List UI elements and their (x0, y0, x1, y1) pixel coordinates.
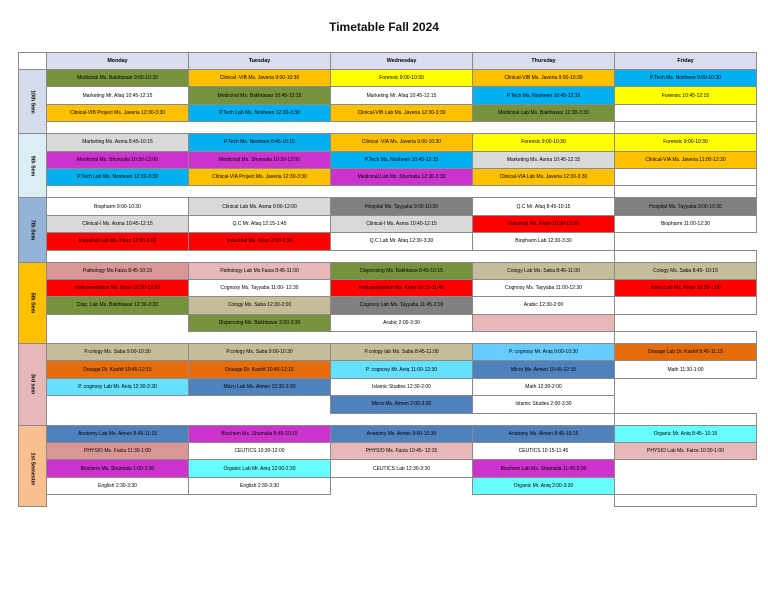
class-cell: Clinical-VIB Project Ms. Javeria 12:30-3:30 (47, 104, 189, 121)
gap-empty-cell (47, 250, 189, 262)
class-cell: Instrumentation Ms. Kiran 10:15-11:45 (331, 279, 473, 296)
semester-label: 3rd sem (29, 374, 36, 395)
class-cell: Arabic 12:30-2:00 (473, 297, 615, 314)
class-cell: P.Tech Ms. Nosheen 10:45-12:15 (331, 151, 473, 168)
semester-row (19, 443, 757, 460)
day-header-row (19, 53, 757, 70)
semester-row (19, 104, 757, 121)
class-cell: Cology Lab Ms. Saba 8:45-11:00 (473, 262, 615, 279)
class-cell: Pathology Lab Ms.Faiza 8:45-11:00 (189, 262, 331, 279)
class-cell: Instru Lab Ms. Kiran 10:30-1:00 (615, 279, 757, 296)
class-cell: Dosage Dr. Kashif 10:45-12:15 (189, 361, 331, 378)
class-cell: P. cognosy Mr. Aniq 9:00-10:30 (473, 344, 615, 361)
gap-empty-cell (47, 495, 189, 507)
semester-label-cell (19, 262, 47, 344)
empty-cell (615, 460, 757, 477)
empty-cell (615, 477, 757, 494)
class-cell: Clinical Lab Ms. Asma 9:00-12:00 (189, 198, 331, 215)
semester-row (19, 215, 757, 232)
class-cell: P.Tech Ms. Nosheen 8:45-10:15 (189, 134, 331, 151)
semester-label-cell (19, 134, 47, 198)
header-corner-cell (19, 53, 47, 70)
empty-cell (331, 477, 473, 494)
semester-row (19, 198, 757, 215)
class-cell: Medicinal Ms. Bakhtawar 10:45-12:15 (189, 87, 331, 104)
semester-gap-row (19, 186, 757, 198)
gap-cell (615, 186, 757, 198)
class-cell: P.cology lab Ms. Saba 8:45-11:00 (331, 344, 473, 361)
semester-row (19, 279, 757, 296)
empty-cell (615, 314, 757, 331)
semester-row (19, 297, 757, 314)
empty-cell (47, 314, 189, 331)
class-cell: Cognosy Lab Ms. Tayyaba 11:45-2:00 (331, 297, 473, 314)
class-cell: Organic Mr. Aniq 8:45- 10:15 (615, 425, 757, 442)
semester-gap-row (19, 495, 757, 507)
class-cell: Clinical-VIA Lab Ms. Javeria 12:30-3:30 (473, 168, 615, 185)
class-cell: Anatomy Ms. Aimen 8:45-10:15 (473, 425, 615, 442)
class-cell: Clinical-VIA Ms. Javeria 11:00-12:30 (615, 151, 757, 168)
gap-empty-cell (473, 495, 615, 507)
semester-row (19, 134, 757, 151)
gap-empty-cell (331, 250, 473, 262)
semester-row (19, 262, 757, 279)
semester-row (19, 168, 757, 185)
class-cell: Clinical-VIB Lab Ms. Javeria 12:30-3:30 (331, 104, 473, 121)
gap-empty-cell (473, 250, 615, 262)
semester-row (19, 314, 757, 331)
class-cell: Biopharm Lab 12:30-3:30 (473, 233, 615, 250)
class-cell: English 2:30-3:30 (47, 477, 189, 494)
class-cell: Industrial Ms. Kiran 10:30-12:00 (473, 215, 615, 232)
class-cell: Cognosy Ms. Tayyaba 11:00-12:30 (473, 279, 615, 296)
class-cell: Q.C Mr. Afaq 12:15-1:45 (189, 215, 331, 232)
timetable-body (19, 70, 757, 507)
class-cell: Marketing Ms. Asma 8:45-10:15 (47, 134, 189, 151)
semester-row (19, 396, 757, 413)
semester-row (19, 460, 757, 477)
day-header-tuesday: Tuesday (189, 53, 331, 70)
semester-row (19, 378, 757, 395)
class-cell: Biopharm 9:00-10:30 (47, 198, 189, 215)
day-header-monday: Monday (47, 53, 189, 70)
class-cell: Medicinal Lab Ms. Shumaila 12:30-3:30 (331, 168, 473, 185)
semester-row (19, 425, 757, 442)
class-cell: CEUTICS 10:30-12:00 (189, 443, 331, 460)
semester-label: 1st Semester (29, 452, 36, 486)
class-cell: Industrial Lab Ms. Kiran 12:00-3:00 (47, 233, 189, 250)
gap-cell (615, 332, 757, 344)
class-cell: Clinical-VIB Ms. Javeria 9:00-10:30 (473, 70, 615, 87)
semester-label: 9th Sem (29, 155, 36, 177)
class-cell: Clinical -VIA Ms. Javeria 9:00-10:30 (331, 134, 473, 151)
class-cell: Disp. Lab Ms. Bakhtawar 12:30-3:30 (47, 297, 189, 314)
gap-cell (615, 413, 757, 425)
class-cell: Clinical-I Ms. Asma 10:45-12:15 (47, 215, 189, 232)
gap-empty-cell (473, 122, 615, 134)
class-cell: Marketing Mr. Afaq 10:45-12:15 (47, 87, 189, 104)
gap-empty-cell (331, 122, 473, 134)
class-cell: P. cognosy Lab Mr. Aniq 12:30-3:30 (47, 378, 189, 395)
gap-empty-cell (331, 413, 473, 425)
class-cell: Biochem Ms. Shumaila 8:45-10:15 (189, 425, 331, 442)
class-cell: Anatomy Lab Ms. Aimen 8:45-11:15 (47, 425, 189, 442)
gap-empty-cell (189, 413, 331, 425)
empty-cell (47, 396, 189, 413)
class-cell: Clinical-I Ms. Asma 10:45-12:15 (331, 215, 473, 232)
day-header-thursday: Thursday (473, 53, 615, 70)
class-cell: Arabic 2:00-3:30 (331, 314, 473, 331)
gap-empty-cell (189, 122, 331, 134)
empty-cell (189, 396, 331, 413)
class-cell: Forensic 10:45-12:15 (615, 87, 757, 104)
class-cell: Pathology Ms.Faiza 8:45-10:15 (47, 262, 189, 279)
class-cell: Medicinal Ms. Shumaila 10:30-12:00 (189, 151, 331, 168)
class-cell: CEUTICS Lab 12:30-3:30 (331, 460, 473, 477)
gap-empty-cell (189, 495, 331, 507)
semester-row (19, 233, 757, 250)
class-cell: Biochem Lab Ms. Shumaila 11:45-2:00 (473, 460, 615, 477)
empty-cell (615, 233, 757, 250)
gap-empty-cell (47, 186, 189, 198)
class-cell: Islamic Studies 12:30-2:00 (331, 378, 473, 395)
class-cell: Medicinal Lab Ms. Bakhtawar 12:30-3:30 (473, 104, 615, 121)
class-cell: Hospital Ms. Tayyaba 9:00-10:30 (331, 198, 473, 215)
gap-empty-cell (47, 122, 189, 134)
class-cell: P.Tech Lab Ms. Nosheen 12:30-3:30 (47, 168, 189, 185)
class-cell: Islamic Studies 2:00-3:30 (473, 396, 615, 413)
gap-empty-cell (331, 332, 473, 344)
timetable (18, 52, 757, 507)
semester-label: 10th Sem (29, 89, 36, 114)
class-cell: Math 12:30-2:00 (473, 378, 615, 395)
gap-empty-cell (47, 332, 189, 344)
empty-cell (615, 396, 757, 413)
gap-cell (615, 250, 757, 262)
class-cell: Math 11:30-1:00 (615, 361, 757, 378)
class-cell: Forensic 9:00-10:30 (615, 134, 757, 151)
class-cell: Micro Lab Ms. Aimen 12:30-3:30 (189, 378, 331, 395)
class-cell: P.cology Ms. Saba 9:00-10:30 (47, 344, 189, 361)
page-title: Timetable Fall 2024 (329, 20, 439, 34)
class-cell: Micro Ms. Aimen 2:00-3:30 (331, 396, 473, 413)
class-cell: Instrumentation Ms. Kiran 10:30-12:00 (47, 279, 189, 296)
class-cell: Clinical-VIA Project Ms. Javeria 12:30-3:30 (189, 168, 331, 185)
class-cell (615, 297, 757, 314)
class-cell (615, 168, 757, 185)
class-cell: Dispensing Ms. Bakhtawar 2:00-3:30 (189, 314, 331, 331)
class-cell: Dosage Lab Dr. Kashif 8:45-11:15 (615, 344, 757, 361)
semester-label-cell (19, 425, 47, 507)
class-cell: Dispensing Ms. Bakhtawa 8:45-10:15 (331, 262, 473, 279)
gap-empty-cell (189, 186, 331, 198)
gap-empty-cell (473, 186, 615, 198)
gap-empty-cell (473, 332, 615, 344)
class-cell: Anatomy Ms. Aimen 9:00-10:30 (331, 425, 473, 442)
semester-label: 5th Sem (29, 292, 36, 314)
class-cell (473, 314, 615, 331)
day-header-friday: Friday (615, 53, 757, 70)
class-cell: P.Tech Lab Ms. Nosheen 12:30-3:30 (189, 104, 331, 121)
empty-cell (615, 378, 757, 395)
class-cell: Micro Ms. Aimen 10:45-12:15 (473, 361, 615, 378)
gap-empty-cell (331, 186, 473, 198)
semester-label-cell (19, 344, 47, 426)
semester-gap-row (19, 332, 757, 344)
semester-label-cell (19, 198, 47, 262)
class-cell: PHYSIO Ms. Faiza 10:45- 12:15 (331, 443, 473, 460)
class-cell: Biopharm 11:00-12:30 (615, 215, 757, 232)
class-cell: P.Tech Ms. Nosheen 10:45-12:15 (473, 87, 615, 104)
class-cell: Forensic 9:00-10:30 (473, 134, 615, 151)
semester-row (19, 344, 757, 361)
semester-row (19, 361, 757, 378)
semester-row (19, 151, 757, 168)
class-cell: Marketing Mr. Afaq 10:45-12:15 (331, 87, 473, 104)
class-cell: CEUTICS 10:15-11:45 (473, 443, 615, 460)
class-cell: Industrial Ms. Kiran 2:00-3:30 (189, 233, 331, 250)
semester-label-cell (19, 70, 47, 134)
class-cell: Biochem Ms. Shumaila 1:00-2:30 (47, 460, 189, 477)
class-cell: Cology Ms. Saba 8:45- 10:15 (615, 262, 757, 279)
class-cell: Dosage Dr. Kashif 10:45-12:15 (47, 361, 189, 378)
class-cell: English 2:30-3:30 (189, 477, 331, 494)
semester-row (19, 70, 757, 87)
class-cell: Organic Mr. Aniq 2:00-3:30 (473, 477, 615, 494)
class-cell: PHYSIO Ms. Faiza 11:30-1:00 (47, 443, 189, 460)
gap-empty-cell (189, 332, 331, 344)
class-cell: Organic Lab Mr. Aniq 12:00-2:30 (189, 460, 331, 477)
class-cell: Hospital Ms. Tayyaba 9:00-10:30 (615, 198, 757, 215)
semester-label: 7th Sem (29, 219, 36, 241)
class-cell: Cology Ms. Saba 12:30-2:00 (189, 297, 331, 314)
class-cell: Clinical -VIB Ms. Javeria 9:00-10:30 (189, 70, 331, 87)
gap-cell (615, 495, 757, 507)
class-cell (615, 104, 757, 121)
semester-row (19, 87, 757, 104)
class-cell: Medicinal Ms. Bakhtawar 9:00-10:30 (47, 70, 189, 87)
gap-empty-cell (473, 413, 615, 425)
gap-empty-cell (331, 495, 473, 507)
semester-row (19, 477, 757, 494)
class-cell: Q.C Mr. Afaq 8:45-10:15 (473, 198, 615, 215)
gap-empty-cell (47, 413, 189, 425)
class-cell: P. cognosy Mr. Aniq 11:00-12:30 (331, 361, 473, 378)
class-cell: PHYSIO Lab Ms. Faiza 10:30-1:00 (615, 443, 757, 460)
class-cell: Forensic 9:00-10:30 (331, 70, 473, 87)
semester-gap-row (19, 413, 757, 425)
class-cell: Cognosy Ms. Tayyaba 11:00- 12:30 (189, 279, 331, 296)
class-cell: P.Tech Ms. Nosheen 9:00-10:30 (615, 70, 757, 87)
class-cell: Q.C Lab Mr. Afaq 12:30-3:30 (331, 233, 473, 250)
semester-gap-row (19, 250, 757, 262)
semester-gap-row (19, 122, 757, 134)
class-cell: P.cology Ms. Saba 9:00-10:30 (189, 344, 331, 361)
day-header-wednesday: Wednesday (331, 53, 473, 70)
gap-empty-cell (189, 250, 331, 262)
class-cell: Medicinal Ms. Shumaila 10:30-12:00 (47, 151, 189, 168)
class-cell: Marketing Ms. Asma 10:45-12:15 (473, 151, 615, 168)
gap-cell (615, 122, 757, 134)
